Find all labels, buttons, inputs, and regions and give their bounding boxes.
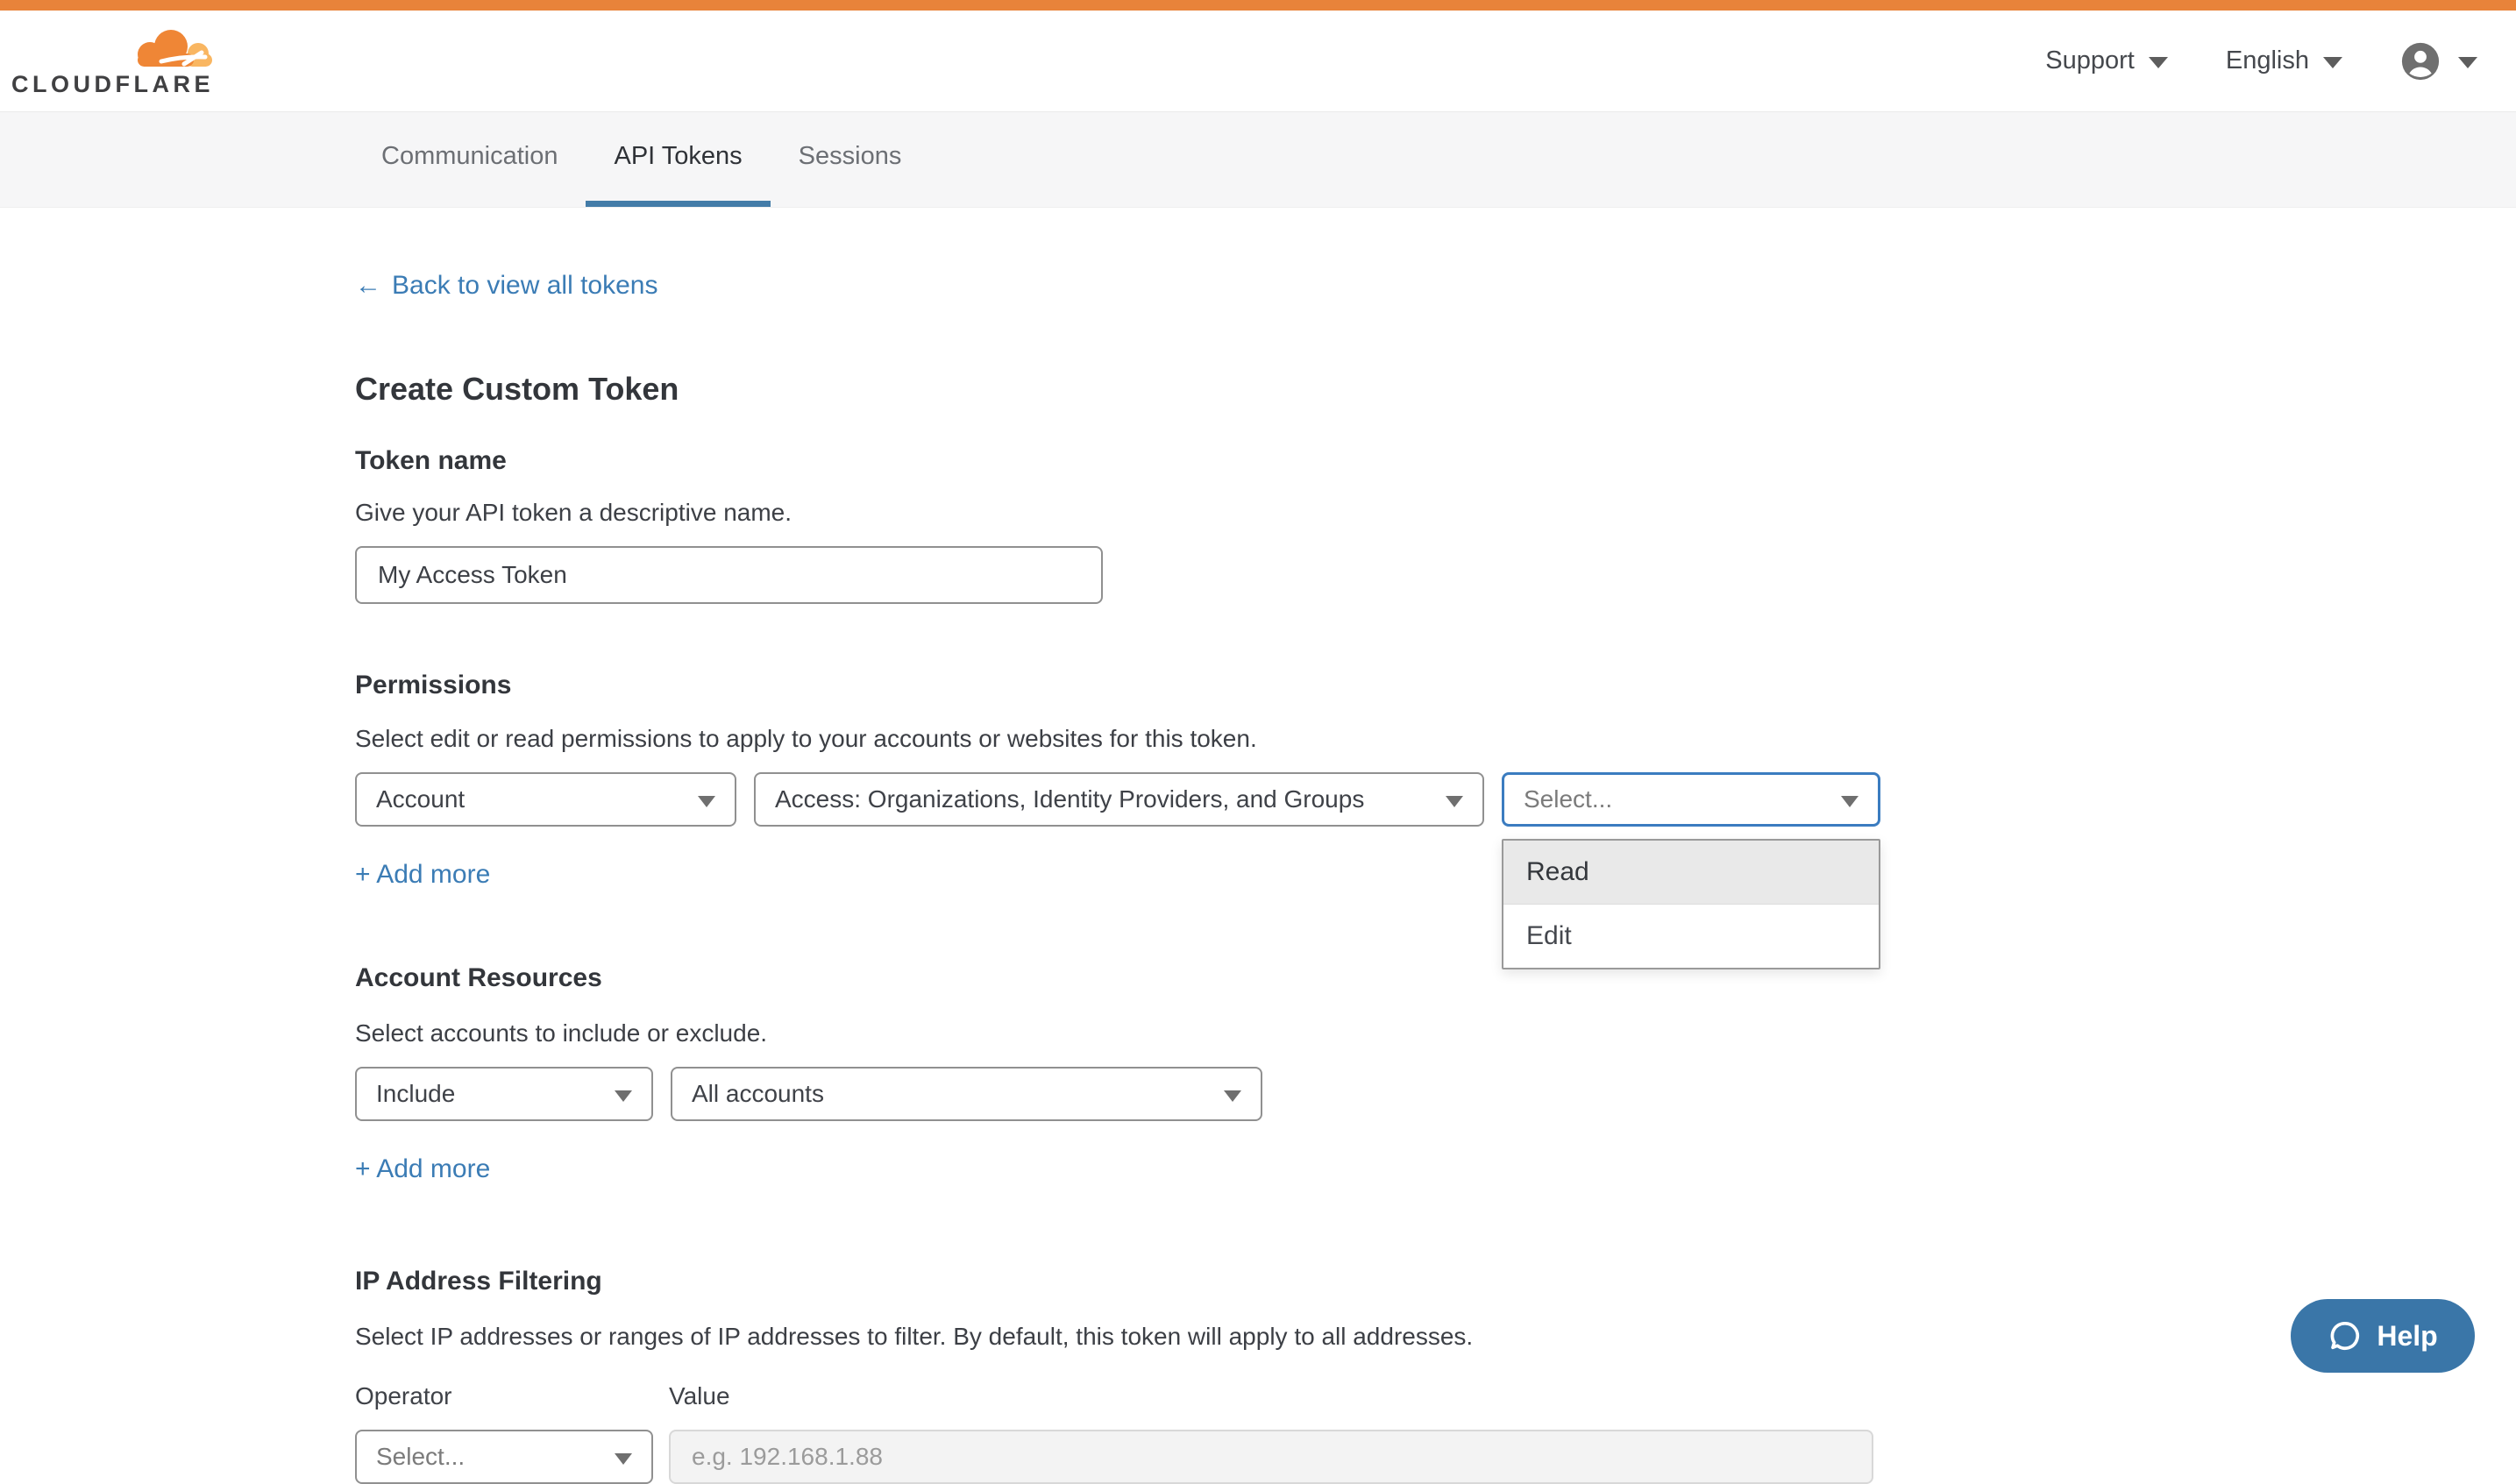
cloudflare-cloud-icon bbox=[121, 25, 214, 71]
permission-scope-value: Account bbox=[376, 785, 466, 813]
user-avatar-icon bbox=[2400, 41, 2441, 82]
value-label: Value bbox=[669, 1382, 730, 1409]
chevron-down-icon bbox=[698, 796, 715, 807]
chevron-down-icon bbox=[1446, 796, 1463, 807]
operator-label: Operator bbox=[355, 1382, 452, 1409]
chat-bubble-icon bbox=[2328, 1318, 2363, 1353]
ip-filtering-heading: IP Address Filtering bbox=[355, 1267, 602, 1296]
resource-mode-value: Include bbox=[376, 1080, 456, 1107]
support-label: Support bbox=[2045, 46, 2135, 75]
tab-communication[interactable] bbox=[353, 112, 586, 207]
account-resources-heading: Account Resources bbox=[355, 963, 602, 992]
account-resources-description: Select accounts to include or exclude. bbox=[355, 1019, 768, 1047]
permission-scope-select[interactable] bbox=[355, 772, 736, 827]
permissions-heading: Permissions bbox=[355, 671, 512, 699]
tab-sessions[interactable] bbox=[771, 112, 930, 207]
chevron-down-icon bbox=[2458, 57, 2477, 68]
account-resources-add-more-link[interactable]: + Add more bbox=[355, 1154, 491, 1183]
left-arrow-icon: ← bbox=[355, 271, 381, 300]
operator-placeholder: Select... bbox=[376, 1443, 466, 1470]
account-resources-row bbox=[355, 1067, 2516, 1121]
permission-resource-value: Access: Organizations, Identity Providers, and Groups bbox=[775, 785, 1365, 813]
permission-level-select[interactable] bbox=[1502, 772, 1880, 827]
menu-option-read[interactable]: Read bbox=[1503, 841, 1879, 905]
support-dropdown[interactable] bbox=[2045, 46, 2168, 75]
profile-tab-bar bbox=[0, 111, 2516, 208]
back-link-label: Back to view all tokens bbox=[392, 271, 658, 300]
help-button-label: Help bbox=[2377, 1319, 2438, 1352]
help-button[interactable] bbox=[2291, 1299, 2475, 1373]
language-dropdown[interactable] bbox=[2226, 46, 2342, 75]
permission-level-wrap bbox=[1502, 772, 1880, 950]
header-nav bbox=[2045, 41, 2477, 82]
chevron-down-icon bbox=[2323, 57, 2342, 68]
chevron-down-icon bbox=[615, 1090, 632, 1102]
page-title: Create Custom Token bbox=[355, 371, 679, 407]
resource-mode-select[interactable] bbox=[355, 1067, 653, 1121]
tab-label: Communication bbox=[381, 142, 558, 170]
ip-filter-labels bbox=[355, 1382, 2516, 1410]
tab-label: API Tokens bbox=[614, 142, 743, 170]
permission-level-placeholder: Select... bbox=[1524, 785, 1613, 813]
chevron-down-icon bbox=[2149, 57, 2168, 68]
language-label: English bbox=[2225, 46, 2309, 75]
menu-option-edit[interactable]: Edit bbox=[1526, 921, 1572, 950]
chevron-down-icon bbox=[615, 1453, 632, 1465]
cloudflare-logo[interactable] bbox=[11, 25, 214, 97]
token-name-input[interactable] bbox=[355, 546, 1103, 604]
permission-resource-select[interactable] bbox=[754, 772, 1484, 827]
ip-filtering-description: Select IP addresses or ranges of IP addresses to filter. By default, this token will apply to all addresses. bbox=[355, 1323, 1474, 1350]
ip-filter-controls bbox=[355, 1430, 2516, 1484]
token-name-description: Give your API token a descriptive name. bbox=[355, 499, 792, 526]
brand-orange-bar bbox=[0, 0, 2516, 11]
tab-api-tokens[interactable] bbox=[586, 112, 770, 207]
ip-value-input[interactable] bbox=[669, 1430, 1873, 1484]
chevron-down-icon bbox=[1841, 796, 1859, 807]
resource-accounts-select[interactable] bbox=[671, 1067, 1262, 1121]
permissions-add-more-link[interactable]: + Add more bbox=[355, 860, 491, 889]
back-to-tokens-link[interactable] bbox=[355, 271, 657, 301]
permission-level-menu bbox=[1502, 839, 1880, 969]
token-name-heading: Token name bbox=[355, 446, 507, 475]
resource-accounts-value: All accounts bbox=[692, 1080, 824, 1107]
account-menu[interactable] bbox=[2400, 41, 2477, 82]
operator-select[interactable] bbox=[355, 1430, 653, 1484]
cloudflare-logo-text: CLOUDFLARE bbox=[11, 71, 214, 97]
tab-label: Sessions bbox=[798, 142, 902, 170]
main-content bbox=[0, 208, 2516, 1484]
chevron-down-icon bbox=[1224, 1090, 1241, 1102]
permissions-description: Select edit or read permissions to apply to your accounts or websites for this token. bbox=[355, 725, 1257, 752]
app-header bbox=[0, 11, 2516, 111]
